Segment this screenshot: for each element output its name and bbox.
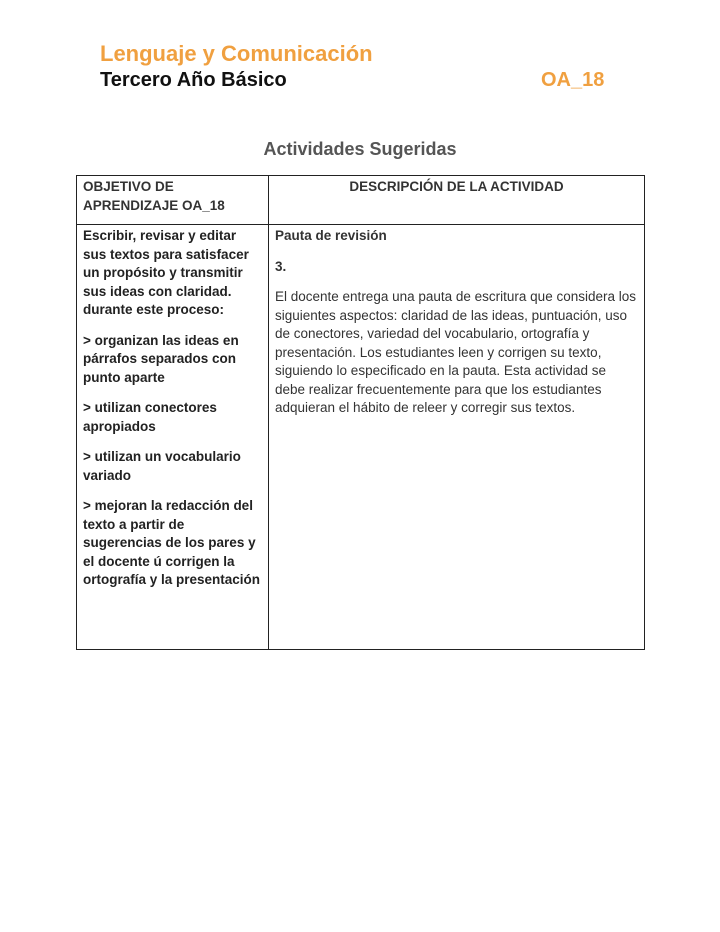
objective-item: > organizan las ideas en párrafos separados con punto aparte (83, 332, 239, 385)
objective-header: OBJETIVO DE APRENDIZAJE OA_18 (77, 176, 269, 225)
objective-intro: Escribir, revisar y editar sus textos para satisfacer un propósito y transmitir sus ideas con claridad. durante este proceso: (83, 228, 249, 317)
objective-code: OA_18 (541, 69, 605, 91)
description-cell (269, 225, 645, 650)
activity-description: El docente entrega una pauta de escritura que considera los siguientes aspectos: claridad de las ideas, puntuación, uso de conectores, variedad del vocabulario, ortografía y presentación. Los estudiantes leen y corrigen su texto, siguiendo lo especificado en la pauta. Esta actividad se debe realizar frecuentemente para que los estudiantes adquieran el hábito de releer y corregir sus textos. (275, 289, 636, 415)
activity-table (76, 175, 645, 650)
table-header-row (77, 176, 645, 225)
subject-title: Lenguaje y Comunicación (100, 41, 373, 66)
objective-cell (77, 225, 269, 650)
activity-title: Pauta de revisión (275, 228, 387, 243)
section-title: Actividades Sugeridas (263, 139, 457, 159)
activity-number: 3. (275, 258, 287, 274)
grade-title: Tercero Año Básico (100, 69, 287, 91)
description-header: DESCRIPCIÓN DE LA ACTIVIDAD (269, 176, 645, 225)
table-body-row (77, 225, 645, 650)
objective-item: > utilizan conectores apropiados (83, 400, 217, 434)
objective-item: > utilizan un vocabulario variado (83, 449, 241, 483)
objective-item: > mejoran la redacción del texto a partir de sugerencias de los pares y el docente ú corrigen la ortografía y la presentación (83, 498, 261, 587)
